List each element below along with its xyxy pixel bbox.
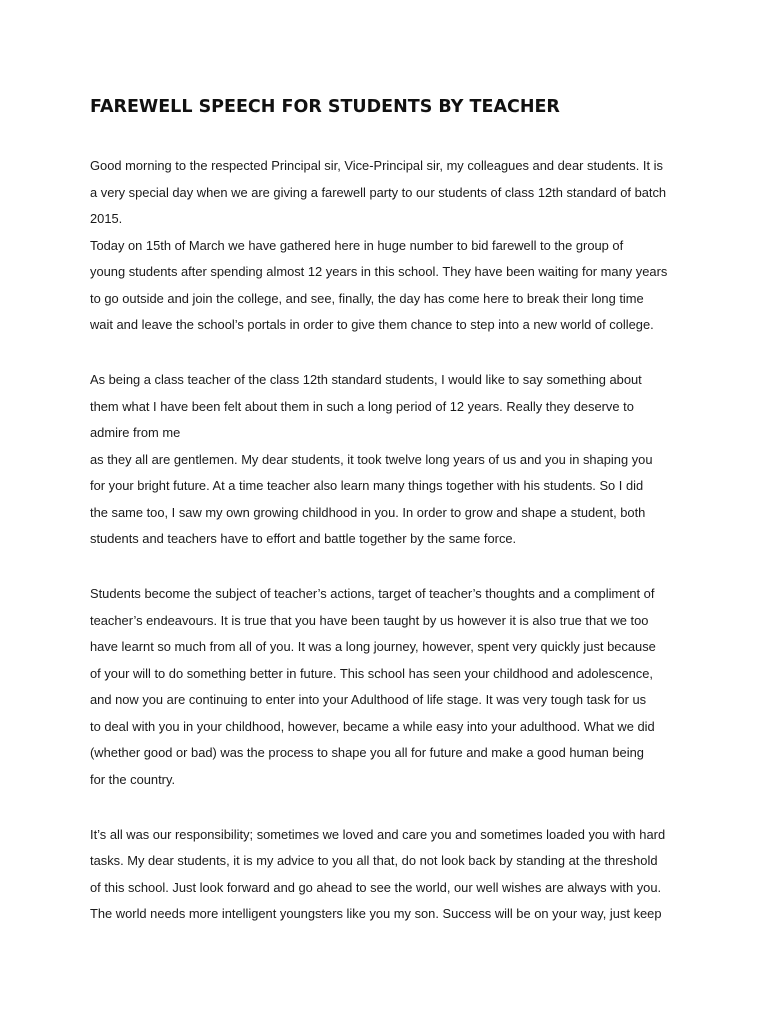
paragraph-class-teacher: [90, 367, 690, 447]
document-title: FAREWELL SPEECH FOR STUDENTS BY TEACHER: [90, 97, 560, 117]
text-line: Today on 15th of March we have gathered here in huge number to bid farewell to the group of: [90, 237, 624, 253]
text-line: students and teachers have to effort and battle together by the same force.: [90, 531, 517, 546]
paragraph-subject: [90, 581, 690, 793]
paragraph-spacer: [90, 339, 690, 368]
text-line: Good morning to the respected Principal sir, Vice-Principal sir, my colleagues and dear students. It is: [90, 158, 663, 173]
text-line: of this school. Just look forward and go ahead to see the world, our well wishes are always with you.: [90, 879, 662, 895]
text-line: to go outside and join the college, and see, finally, the day has come here to break their long time: [90, 290, 644, 306]
text-line: Students become the subject of teacher’s actions, target of teacher’s thoughts and a compliment of: [90, 586, 655, 601]
text-line: have learnt so much from all of you. It was a long journey, however, spent very quickly just because: [90, 639, 656, 654]
paragraph-spacer: [90, 793, 690, 822]
text-line: as they all are gentlemen. My dear students, it took twelve long years of us and you in shaping you: [90, 451, 653, 467]
text-line: the same too, I saw my own growing childhood in you. In order to grow and shape a student, both: [90, 504, 646, 520]
document-body: [90, 153, 690, 928]
text-line: admire from me: [90, 425, 181, 440]
text-line: As being a class teacher of the class 12th standard students, I would like to say something about: [90, 372, 642, 387]
text-line: (whether good or bad) was the process to shape you all for future and make a good human being: [90, 745, 644, 760]
text-line: a very special day when we are giving a farewell party to our students of class 12th standard of batch: [90, 184, 667, 200]
text-line: them what I have been felt about them in such a long period of 12 years. Really they deserve to: [90, 398, 634, 414]
text-line: tasks. My dear students, it is my advice to you all that, do not look back by standing at the threshold: [90, 853, 658, 868]
paragraph-gathering: [90, 233, 690, 339]
text-line: The world needs more intelligent youngsters like you my son. Success will be on your way, just keep: [90, 906, 662, 921]
text-line: young students after spending almost 12 years in this school. They have been waiting for many years: [90, 264, 668, 279]
text-line: and now you are continuing to enter into your Adulthood of life stage. It was very tough task for us: [90, 692, 647, 707]
text-line: It’s all was our responsibility; sometimes we loved and care you and sometimes loaded you with hard: [90, 826, 666, 842]
text-line: wait and leave the school’s portals in order to give them chance to step into a new world of college.: [90, 317, 654, 332]
paragraph-spacer: [90, 553, 690, 582]
paragraph-greeting: [90, 153, 690, 233]
text-line: to deal with you in your childhood, however, became a while easy into your adulthood. What we did: [90, 718, 655, 734]
text-line: 2015.: [90, 211, 123, 226]
paragraph-gentlemen: [90, 447, 690, 553]
text-line: for your bright future. At a time teacher also learn many things together with his students. So I did: [90, 478, 644, 493]
paragraph-responsibility: [90, 822, 690, 928]
text-line: for the country.: [90, 771, 176, 787]
text-line: teacher’s endeavours. It is true that you have been taught by us however it is also true that we too: [90, 612, 649, 628]
text-line: of your will to do something better in future. This school has seen your childhood and adolescence,: [90, 665, 653, 681]
